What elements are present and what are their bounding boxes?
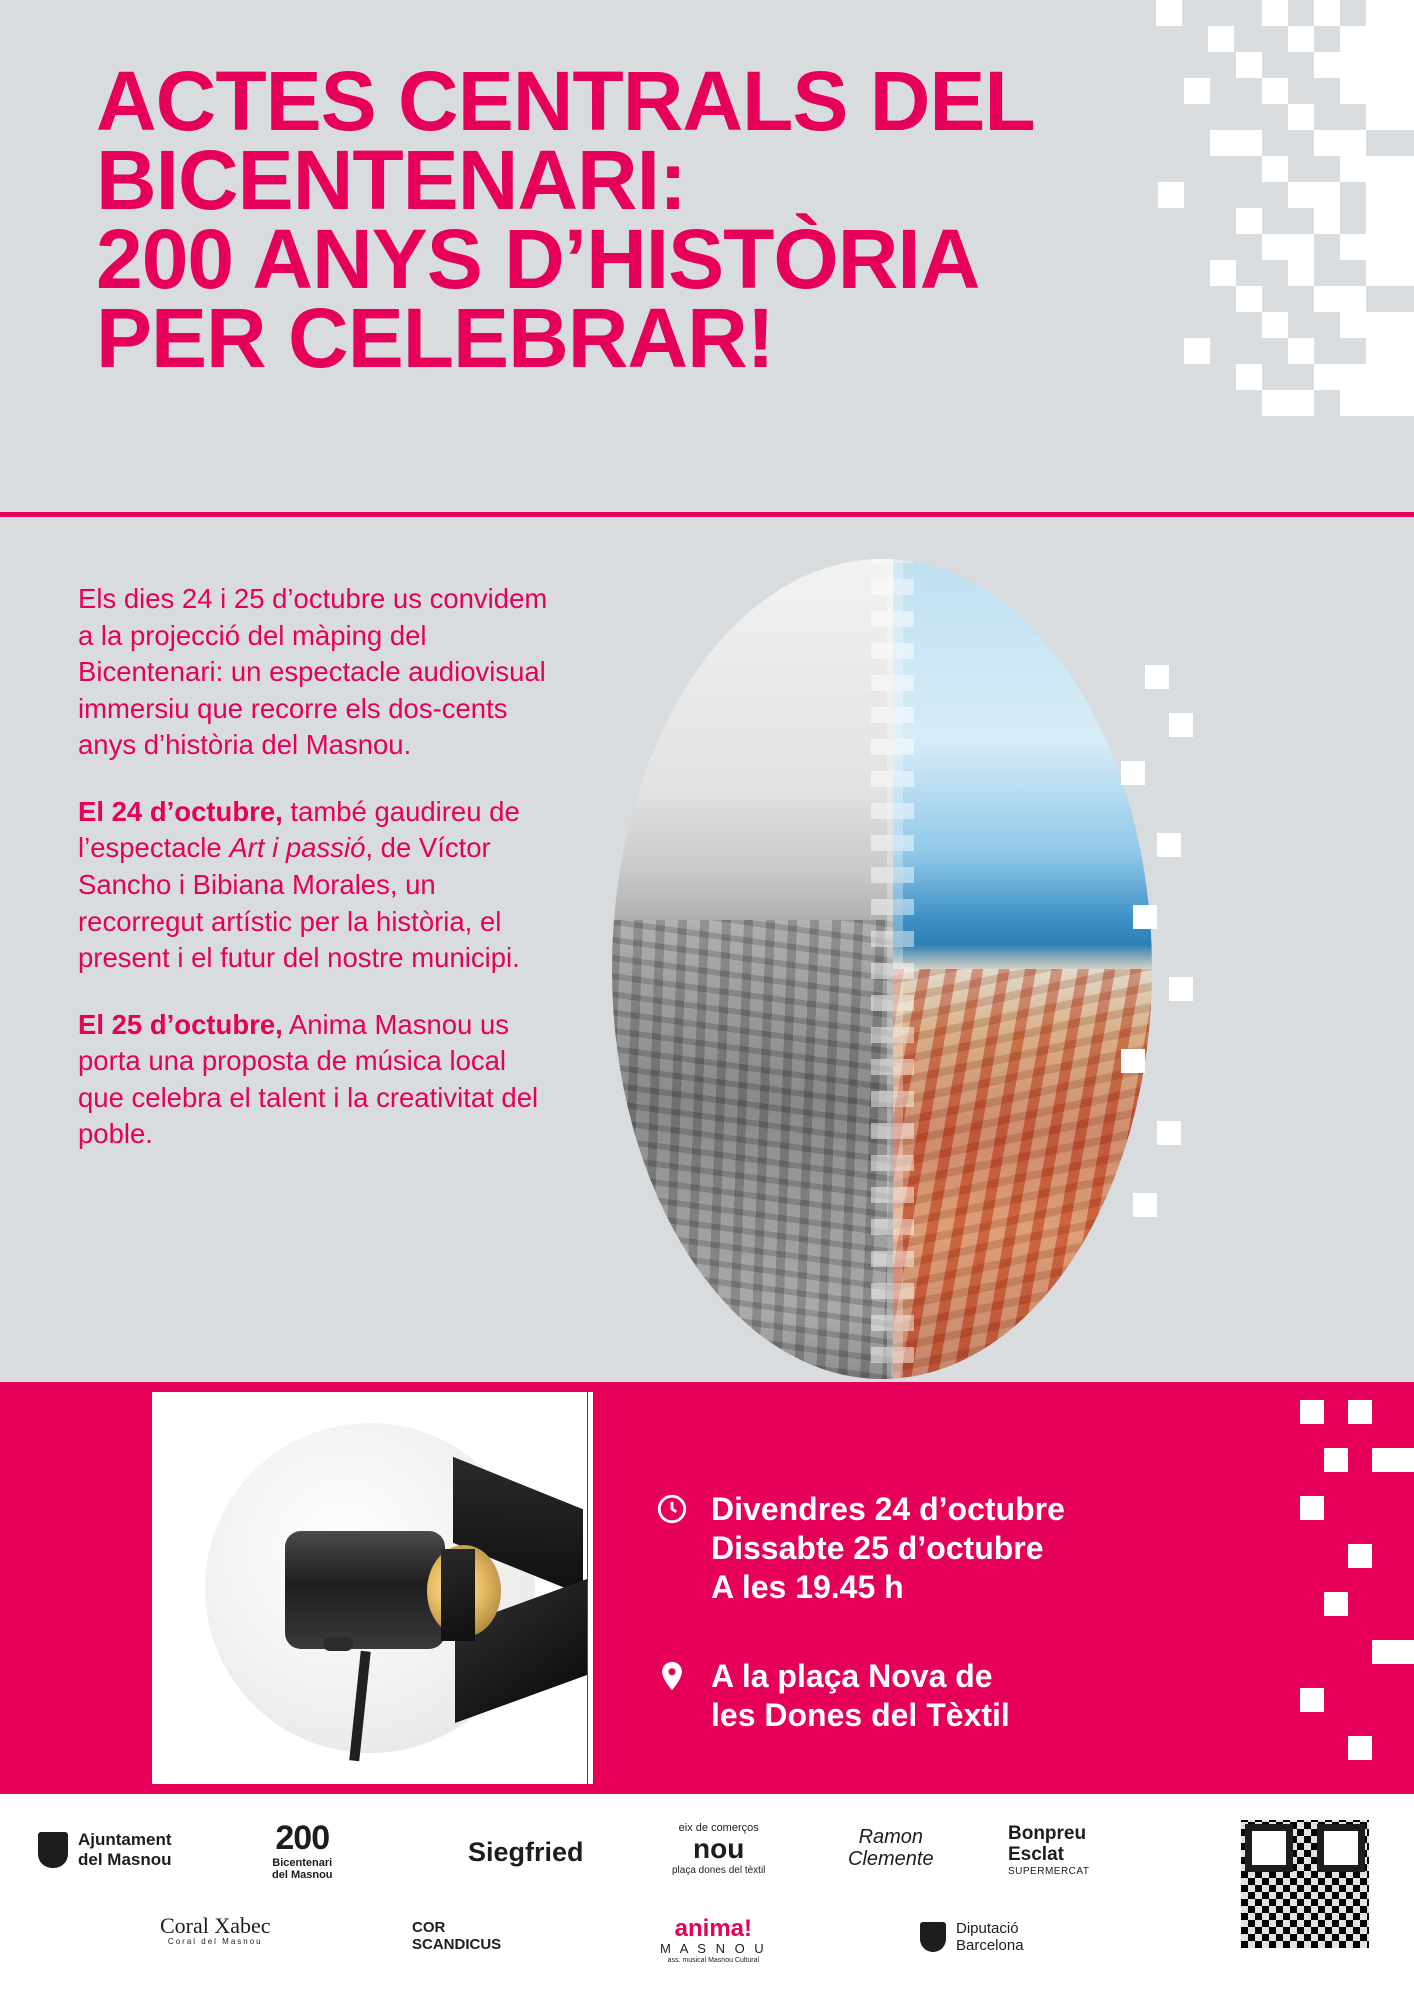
title-line-4: PER CELEBRAR!: [96, 290, 774, 385]
logo-bicentenari-200: 200: [275, 1819, 330, 1857]
logo-ramon-clemente: [848, 1826, 934, 1870]
lamp-body: [285, 1531, 445, 1649]
paragraph-oct-25-lead: El 25 d’octubre,: [78, 1008, 283, 1040]
logo-ajuntament-del-masnou: [38, 1830, 172, 1869]
logo-siegfried: [468, 1838, 584, 1868]
title-line-1: ACTES CENTRALS DEL: [96, 54, 1035, 148]
sponsor-footer: [0, 1794, 1414, 2000]
event-place-line-1: A la plaça Nova de: [711, 1658, 993, 1695]
paragraph-intro: Els dies 24 i 25 d’octubre us convidem a la projecció del màping del Bicentenari: un espectacle audiovisual immersiu que recorre els dos-cents anys d’història del Masnou.: [78, 583, 548, 761]
logo-coral-xabec: [160, 1914, 271, 1947]
event-time: A les 19.45 h: [711, 1569, 904, 1606]
event-date-line-2: Dissabte 25 d’octubre: [711, 1530, 1044, 1567]
logo-eix-line-1: eix de comerços: [678, 1822, 759, 1834]
logo-supermercat: SUPERMERCAT: [1008, 1865, 1090, 1877]
logo-bicentenari-line-3: del Masnou: [272, 1869, 333, 1882]
logo-eix-line-3: plaça dones del tèxtil: [672, 1864, 766, 1876]
poster-header: [0, 0, 1414, 515]
logo-ajuntament-line-2: del Masnou: [78, 1849, 172, 1869]
lamp-knob: [323, 1637, 353, 1651]
paragraph-oct-24-title: Art i passió: [229, 832, 366, 864]
event-dates-row: [655, 1490, 1295, 1607]
logo-coral-xabec-sub: Coral del Masnou: [167, 1937, 263, 1947]
photo-half-bw: [612, 559, 893, 1379]
logo-anima-masnou-word: M A S N O U: [660, 1941, 767, 1957]
logo-cor: COR: [412, 1919, 446, 1936]
event-place-line-2: les Dones del Tèxtil: [711, 1697, 1010, 1734]
paragraph-oct-25-text: Anima Masnou us porta una proposta de música local que celebra el talent i la creativitat del poble.: [78, 1008, 539, 1150]
band-info: [655, 1490, 1295, 1735]
barn-door-side: [441, 1549, 475, 1641]
paragraph-oct-24: [78, 794, 548, 977]
location-pin-icon: [655, 1659, 689, 1702]
event-place: [711, 1657, 1010, 1735]
lamp-stand: [349, 1651, 370, 1761]
logo-bonpreu: Bonpreu: [1008, 1823, 1087, 1844]
logo-diputacio-line-1: Diputació: [956, 1920, 1019, 1937]
event-date-line-1: Divendres 24 d’octubre: [711, 1491, 1065, 1527]
logo-siegfried-text: Siegfried: [468, 1837, 584, 1867]
logo-bonpreu-esclat: [1008, 1824, 1089, 1877]
logo-diputacio-barcelona: [920, 1920, 1024, 1955]
logo-coral-xabec-name: Coral Xabec: [160, 1913, 271, 1938]
event-dates: [711, 1490, 1065, 1607]
logo-eix-nou: nou: [693, 1833, 745, 1865]
paragraph-oct-24-text-b: , de Víctor Sancho i Bibiana Morales, un recorregut artístic per la història, el present i el futur del nostre municipi.: [78, 832, 520, 974]
photo-circle-mask: [612, 559, 1152, 1379]
logo-esclat: Esclat: [1008, 1843, 1064, 1865]
page-title: [96, 54, 1246, 385]
logo-clemente: Clemente: [848, 1848, 934, 1870]
photo-half-color: [893, 559, 1152, 1379]
stage-light-circle: [205, 1423, 535, 1753]
logo-cor-scandicus: [412, 1920, 501, 1953]
body-copy: [78, 581, 548, 1153]
logo-ajuntament-line-1: Ajuntament: [78, 1830, 172, 1849]
stage-light-photo: [152, 1392, 587, 1784]
title-line-3: 200 ANYS D’HISTÒRIA: [96, 211, 980, 306]
logo-ramon: Ramon: [858, 1826, 924, 1848]
diputacio-crest-icon: [920, 1922, 946, 1952]
logo-bicentenari: [272, 1820, 333, 1882]
logo-anima-sub: ass. musical Masnou Cultural: [667, 1956, 760, 1964]
event-details-band: [0, 1382, 1414, 1794]
event-place-row: [655, 1657, 1295, 1735]
paragraph-oct-24-lead: El 24 d’octubre,: [78, 795, 283, 827]
title-line-2: BICENTENARI:: [96, 132, 686, 227]
clock-icon: [655, 1492, 689, 1535]
masnou-crest-icon: [38, 1832, 68, 1868]
logo-scandicus: SCANDICUS: [412, 1935, 502, 1953]
band-divider: [588, 1392, 593, 1784]
logo-diputacio-line-2: Barcelona: [956, 1937, 1024, 1955]
paragraph-oct-24-text-a: també gaudireu de l’espectacle: [78, 795, 520, 864]
logo-anima-masnou: [660, 1916, 767, 1964]
paragraph-oct-25: [78, 1007, 548, 1153]
qr-code[interactable]: [1241, 1820, 1369, 1948]
logo-bicentenari-line-2: Bicentenari: [272, 1857, 333, 1870]
logo-anima: anima!: [674, 1915, 753, 1942]
historic-photo: [612, 547, 1152, 1372]
photo-pixel-seam: [871, 559, 914, 1379]
logo-eix-de-comercos-nou: [672, 1822, 765, 1876]
poster-body: [0, 517, 1414, 1382]
